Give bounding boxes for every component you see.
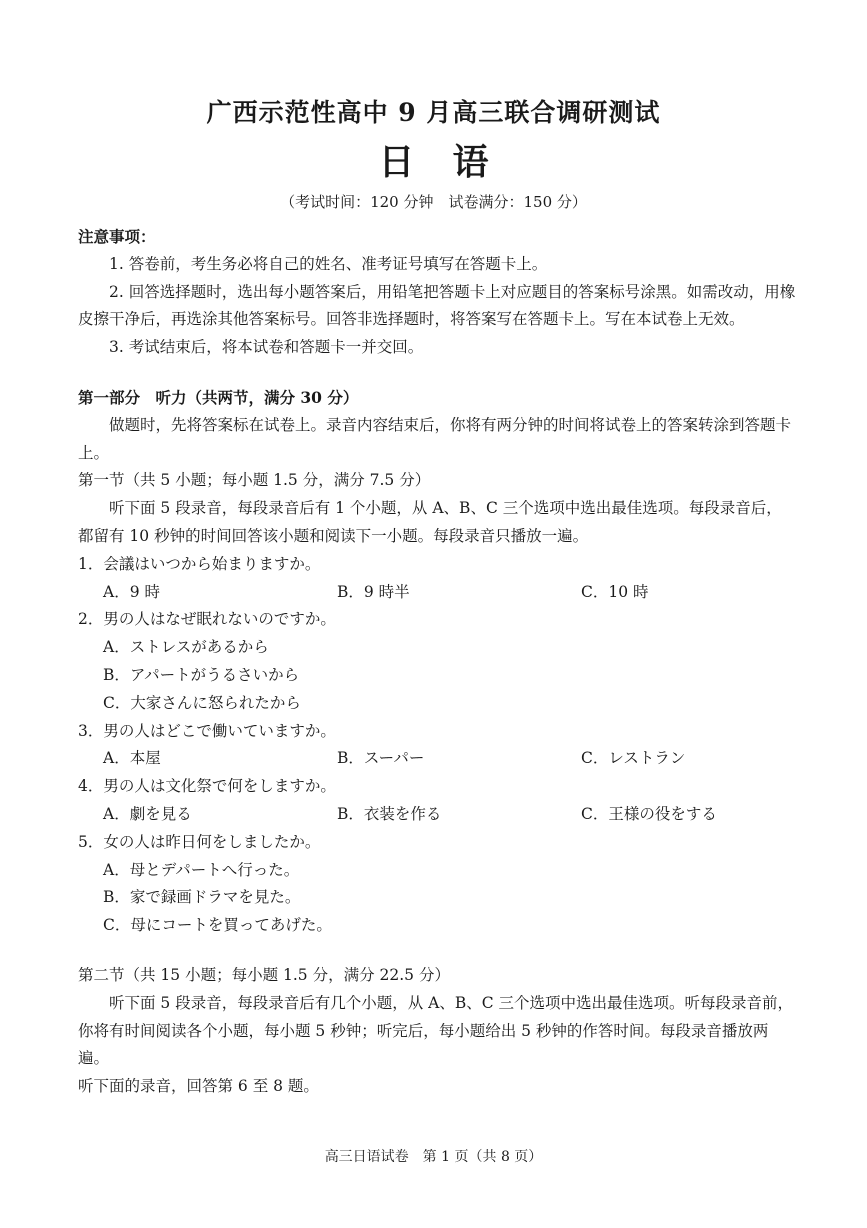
question-4-option-c: C．王様の役をする bbox=[581, 804, 717, 823]
question-5-option-c: C．母にコートを買ってあげた。 bbox=[103, 916, 332, 935]
question-3-stem: 3．男の人はどこで働いていますか。 bbox=[78, 721, 336, 740]
question-1-option-c: C．10 時 bbox=[581, 582, 649, 601]
question-4-option-a: A．劇を見る bbox=[103, 804, 192, 823]
question-3-option-a: A．本屋 bbox=[103, 749, 161, 768]
question-1-option-a: A．9 時 bbox=[103, 582, 160, 601]
part1-heading: 第一部分 听力（共两节，满分 30 分） bbox=[78, 387, 359, 407]
question-5-option-b: B．家で録画ドラマを見た。 bbox=[103, 888, 301, 907]
exam-body bbox=[78, 223, 796, 1101]
page-footer: 高三日语试卷 第 1 页（共 8 页） bbox=[324, 1149, 543, 1165]
notice-item-1: 1. 答卷前，考生务必将自己的姓名、准考证号填写在答题卡上。 bbox=[109, 254, 548, 273]
question-3-option-b: B．スーパー bbox=[337, 749, 425, 768]
question-2-option-c: C．大家さんに怒られたから bbox=[103, 693, 301, 712]
question-1-options bbox=[78, 579, 796, 607]
subject-char-2: 语 bbox=[452, 141, 489, 183]
question-3-option-c: C．レストラン bbox=[581, 749, 686, 768]
question-2-stem: 2．男の人はなぜ眠れないのですか。 bbox=[78, 610, 336, 629]
question-5-option-a: A．母とデパートへ行った。 bbox=[103, 860, 300, 879]
subject-title bbox=[0, 140, 867, 184]
notice-item-2: 2. 回答选择题时，选出每小题答案后，用铅笔把答题卡上对应题目的答案标号涂黑。如需改动，用橡皮擦干净后，再选涂其他答案标号。回答非选择题时，将答案写在答题卡上。写在本试卷上无效。 bbox=[78, 282, 796, 329]
question-4-stem: 4．男の人は文化祭で何をしますか。 bbox=[78, 777, 336, 796]
section2-heading: 第二节（共 15 小题；每小题 1.5 分，满分 22.5 分） bbox=[78, 965, 450, 984]
exam-time-info: （考试时间：120 分钟 试卷满分：150 分） bbox=[280, 193, 587, 211]
subject-char-1: 日 bbox=[378, 141, 415, 183]
section2-intro: 听下面 5 段录音，每段录音后有几个小题，从 A、B、C 三个选项中选出最佳选项。听每段录音前，你将有时间阅读各个小题，每小题 5 秒钟；听完后，每小题给出 5 秒钟的作答时间。每段录音播放两遍。 bbox=[78, 993, 794, 1068]
question-2-option-a: A．ストレスがあるから bbox=[103, 638, 269, 657]
exam-title: 广西示范性高中 9 月高三联合调研测试 bbox=[206, 98, 661, 127]
question-4-options bbox=[78, 801, 796, 829]
section2-instruction: 听下面的录音，回答第 6 至 8 题。 bbox=[78, 1077, 319, 1096]
section1-intro: 听下面 5 段录音，每段录音后有 1 个小题，从 A、B、C 三个选项中选出最佳选项。每段录音后，都留有 10 秒钟的时间回答该小题和阅读下一小题。每段录音只播放一遍。 bbox=[78, 499, 782, 545]
notice-heading: 注意事项： bbox=[78, 227, 156, 246]
question-1-stem: 1．会議はいつから始まりますか。 bbox=[78, 554, 321, 573]
section1-heading: 第一节（共 5 小题；每小题 1.5 分，满分 7.5 分） bbox=[78, 471, 431, 490]
question-2-option-b: B．アパートがうるさいから bbox=[103, 665, 300, 684]
question-1-option-b: B．9 時半 bbox=[337, 582, 410, 601]
question-3-options bbox=[78, 745, 796, 773]
question-4-option-b: B．衣装を作る bbox=[337, 804, 442, 823]
part1-intro: 做题时，先将答案标在试卷上。录音内容结束后，你将有两分钟的时间将试卷上的答案转涂到答题卡上。 bbox=[78, 415, 792, 462]
question-5-stem: 5．女の人は昨日何をしましたか。 bbox=[78, 832, 321, 851]
notice-item-3: 3. 考试结束后，将本试卷和答题卡一并交回。 bbox=[109, 338, 424, 357]
